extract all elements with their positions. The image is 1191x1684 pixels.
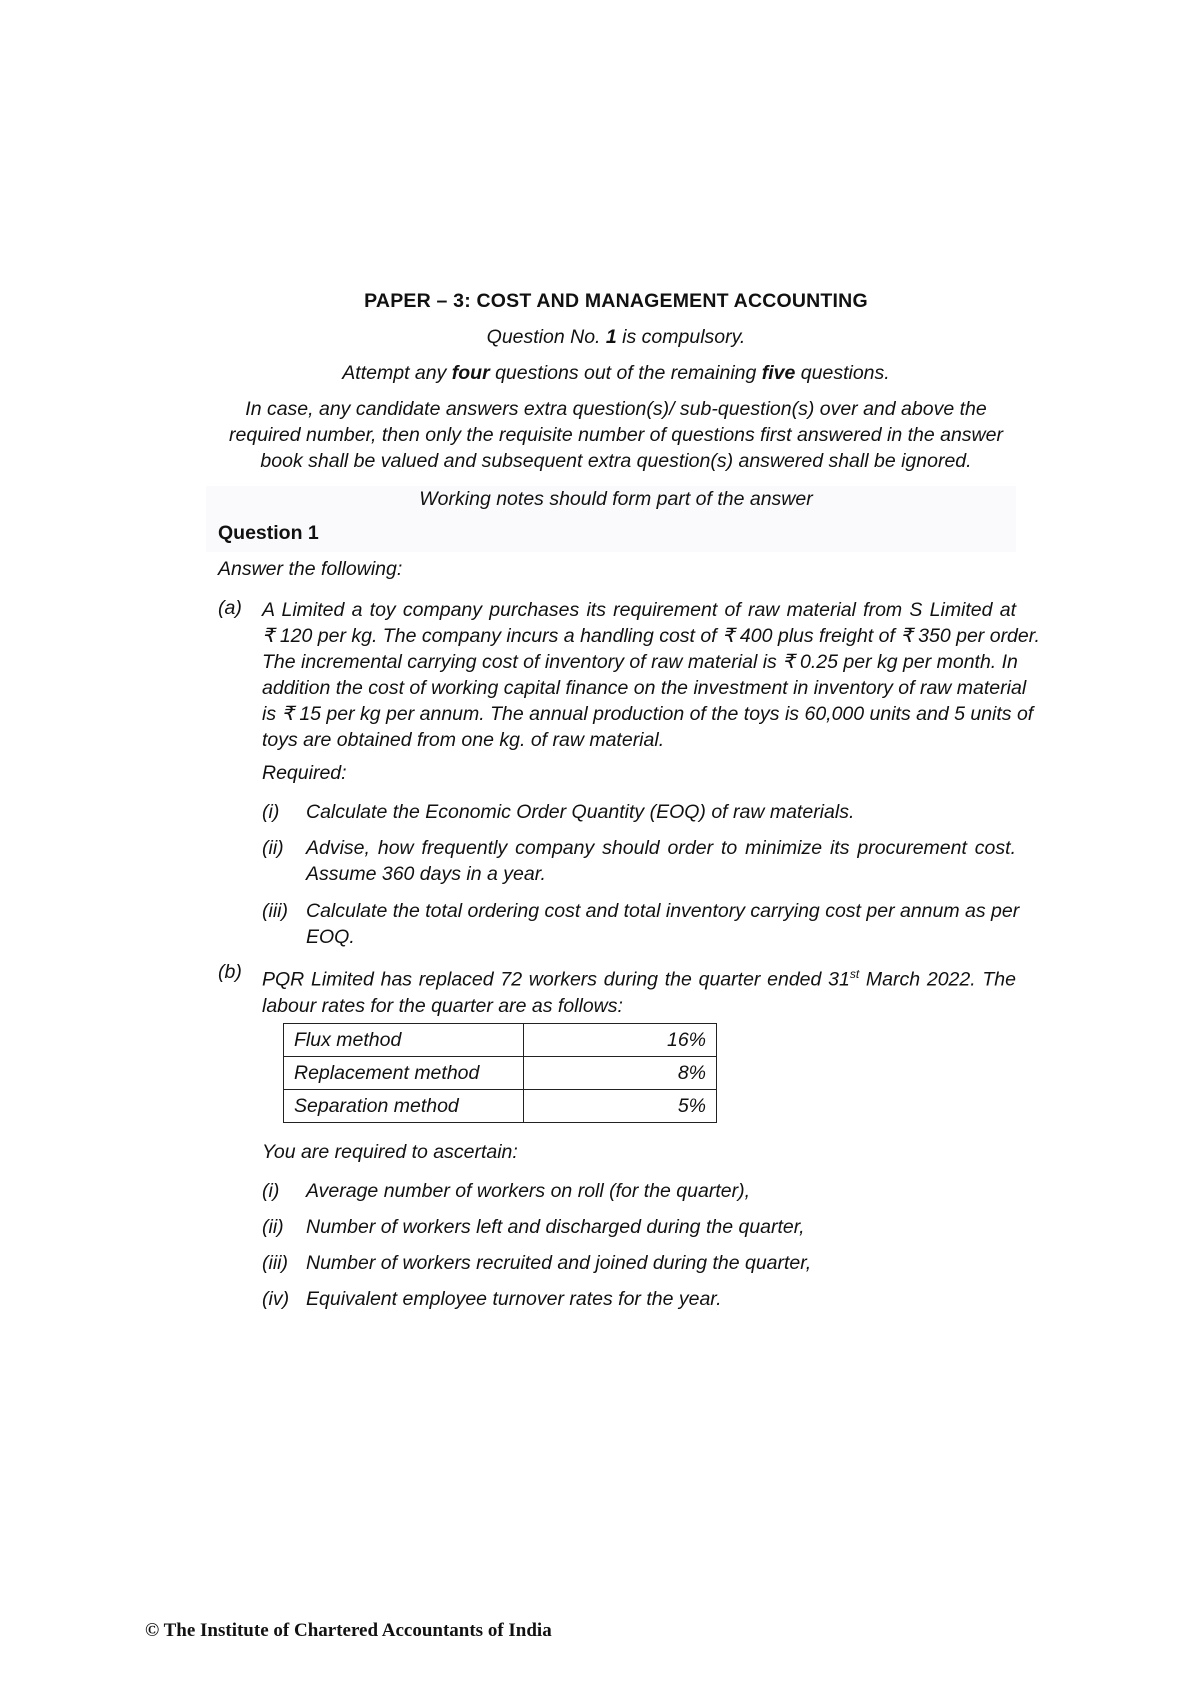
part-a-line: addition the cost of working capital finance on the investment in inventory of raw material — [262, 677, 1027, 699]
part-b-line1-post: March 2022. The — [859, 968, 1016, 991]
table-row — [284, 1090, 717, 1123]
sub-text: Number of workers left and discharged during the quarter, — [306, 1216, 805, 1238]
sub-text: Assume 360 days in a year. — [306, 863, 546, 885]
table-row — [284, 1024, 717, 1057]
sub-number: (iii) — [262, 1252, 288, 1274]
copyright-footer: © The Institute of Chartered Accountants of India — [145, 1620, 552, 1641]
question-heading: Question 1 — [218, 522, 319, 544]
part-a-line: The incremental carrying cost of inventory of raw material is ₹ 0.25 per kg per month. In — [262, 651, 1018, 673]
labour-rates-table — [283, 1023, 717, 1123]
rate-value: 8% — [524, 1057, 717, 1090]
instruction-line: required number, then only the requisite number of questions first answered in the answer — [229, 424, 1003, 446]
sub-text: Number of workers recruited and joined during the quarter, — [306, 1252, 812, 1274]
sub-text: Advise, how frequently company should order to minimize its procurement cost. — [306, 837, 1016, 859]
attempt-mid: questions out of the remaining — [489, 362, 762, 384]
working-notes-note: Working notes should form part of the answer — [419, 488, 813, 510]
part-a-label: (a) — [218, 597, 242, 619]
rate-method: Replacement method — [284, 1057, 524, 1090]
sub-number: (iii) — [262, 900, 288, 922]
compulsory-note — [216, 324, 1016, 351]
part-b-line — [262, 961, 1016, 993]
instruction-line: In case, any candidate answers extra question(s)/ sub-question(s) over and above the — [245, 398, 987, 420]
sub-text: Calculate the total ordering cost and total inventory carrying cost per annum as per — [306, 900, 1020, 922]
part-b-label: (b) — [218, 961, 242, 983]
sub-text: Equivalent employee turnover rates for the year. — [306, 1288, 722, 1310]
compulsory-num: 1 — [605, 326, 617, 348]
rate-value: 5% — [524, 1090, 717, 1123]
question-intro: Answer the following: — [218, 558, 403, 580]
ordinal-suffix: st — [849, 967, 860, 981]
rate-value: 16% — [524, 1024, 717, 1057]
sub-text: EOQ. — [306, 926, 355, 948]
sub-number: (ii) — [262, 837, 284, 859]
table-row — [284, 1057, 717, 1090]
sub-text: Average number of workers on roll (for the quarter), — [306, 1180, 751, 1202]
part-a-line: is ₹ 15 per kg per annum. The annual production of the toys is 60,000 units and 5 units of — [262, 703, 1034, 725]
part-a-line: toys are obtained from one kg. of raw material. — [262, 729, 665, 751]
sub-number: (i) — [262, 801, 280, 823]
sub-number: (i) — [262, 1180, 280, 1202]
sub-number: (ii) — [262, 1216, 284, 1238]
rate-method: Flux method — [284, 1024, 524, 1057]
part-b-text — [262, 961, 1016, 1019]
required-label: Required: — [262, 762, 347, 784]
compulsory-post: is compulsory. — [616, 326, 746, 348]
attempt-pre: Attempt any — [342, 362, 452, 384]
part-b-line: labour rates for the quarter are as follows: — [262, 994, 623, 1017]
sub-text: Calculate the Economic Order Quantity (EOQ) of raw materials. — [306, 801, 855, 823]
part-a-text — [262, 597, 1040, 753]
extra-answers-instruction — [216, 396, 1016, 474]
attempt-note — [216, 360, 1016, 387]
sub-number: (iv) — [262, 1288, 290, 1310]
compulsory-pre: Question No. — [486, 326, 606, 348]
part-a-line: ₹ 120 per kg. The company incurs a handling cost of ₹ 400 plus freight of ₹ 350 per order. — [262, 625, 1040, 647]
part-b-line1-pre: PQR Limited has replaced 72 workers during the quarter ended 31 — [262, 968, 850, 991]
attempt-five: five — [761, 362, 796, 384]
ascertain-label: You are required to ascertain: — [262, 1141, 518, 1163]
paper-title: PAPER – 3: COST AND MANAGEMENT ACCOUNTING — [364, 290, 868, 312]
rate-method: Separation method — [284, 1090, 524, 1123]
attempt-post: questions. — [795, 362, 890, 384]
attempt-four: four — [451, 362, 490, 384]
instruction-line: book shall be valued and subsequent extra question(s) answered shall be ignored. — [260, 450, 972, 472]
part-a-line: A Limited a toy company purchases its requirement of raw material from S Limited at — [262, 599, 1016, 621]
